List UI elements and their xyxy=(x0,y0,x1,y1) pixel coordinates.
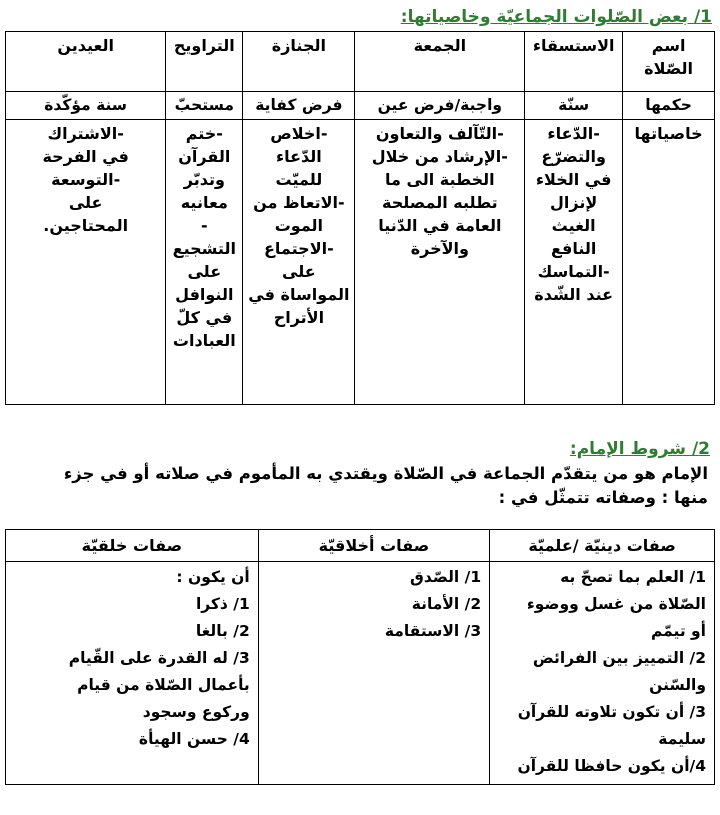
prayer-name-cell: الاستسقاء xyxy=(525,32,623,92)
trait-line: 2/ الأمانة xyxy=(411,595,482,613)
feature-line: -الاجتماع xyxy=(263,239,334,258)
features-cell xyxy=(6,120,166,405)
trait-line: أو تيمّم xyxy=(650,622,706,640)
section2-title-text: شروط الإمام: xyxy=(569,439,687,459)
feature-line: المحتاجين. xyxy=(43,216,129,235)
ruling-cell: مستحبّ xyxy=(166,92,243,120)
ruling-cell: سنّة xyxy=(525,92,623,120)
feature-line: للميّت xyxy=(275,170,323,189)
feature-line: الخطبة الى ما xyxy=(385,170,495,189)
trait-line: 3/ أن تكون تلاوته للقرآن xyxy=(517,703,706,721)
table-row xyxy=(6,120,715,405)
definition-line: الإمام هو من يتقدّم الجماعة في الصّلاة ويقتدي به المأموم في صلاته أو في جزء xyxy=(63,464,708,483)
feature-line: النوافل xyxy=(175,285,234,304)
ruling-cell: واجبة/فرض عين xyxy=(355,92,525,120)
feature-line: في كلّ xyxy=(176,308,233,327)
feature-line: -الاتعاظ من xyxy=(253,193,345,212)
feature-line: -الإرشاد من خلال xyxy=(371,147,508,166)
trait-line: 1/ الصّدق xyxy=(410,568,482,586)
feature-line: -ختم xyxy=(185,124,223,143)
feature-line: القرآن xyxy=(178,147,231,166)
table-row xyxy=(6,92,715,120)
features-cell xyxy=(525,120,623,405)
prayer-name-cell: التراويح xyxy=(166,32,243,92)
feature-line: النافع xyxy=(550,239,597,258)
feature-line: على xyxy=(187,262,222,281)
trait-line: 4/أن يكون حافظا للقرآن xyxy=(517,757,706,775)
row-header-ruling: حكمها xyxy=(623,92,715,120)
section2-number: 2/ xyxy=(691,439,710,459)
trait-line: 2/ بالغا xyxy=(195,622,250,640)
imam-definition xyxy=(8,462,708,510)
trait-line: سليمة xyxy=(658,730,706,748)
ruling-cell: سنة مؤكّدة xyxy=(6,92,166,120)
row-header-name xyxy=(623,32,715,92)
trait-line: 1/ العلم بما تصحّ به xyxy=(560,568,706,586)
physical-traits-cell xyxy=(6,562,259,785)
section2-title xyxy=(570,438,710,460)
feature-line: العامة في الدّنيا xyxy=(378,216,502,235)
feature-line: معانيه xyxy=(180,193,228,212)
feature-line: على xyxy=(282,262,316,281)
prayer-name-cell: العيدين xyxy=(6,32,166,92)
section1-number: 1/ xyxy=(693,7,712,27)
feature-line: -الاشتراك xyxy=(47,124,124,143)
row-header-name-line: اسم xyxy=(651,36,686,55)
features-cell xyxy=(243,120,355,405)
trait-line: 4/ حسن الهيأة xyxy=(138,730,250,748)
prayers-table xyxy=(5,31,715,405)
trait-line: أن يكون : xyxy=(176,568,250,586)
feature-line: وتدبّر xyxy=(183,170,225,189)
feature-line: تطلبه المصلحة xyxy=(381,193,498,212)
feature-line: العبادات xyxy=(172,331,236,350)
feature-line: التشجيع xyxy=(172,239,236,258)
feature-line: المواساة في xyxy=(248,285,350,304)
trait-line: الصّلاة من غسل ووضوء xyxy=(526,595,706,613)
table-row xyxy=(6,562,715,785)
trait-line: بأعمال الصّلاة من قيام xyxy=(77,676,250,694)
moral-traits-cell xyxy=(258,562,489,785)
trait-line: 1/ ذكرا xyxy=(195,595,250,613)
feature-line: الموت xyxy=(274,216,324,235)
feature-line: - xyxy=(200,216,208,235)
traits-header-moral: صفات أخلاقيّة xyxy=(258,530,489,562)
traits-header-physical: صفات خلقيّة xyxy=(6,530,259,562)
trait-line: 3/ له القدرة على القّيام xyxy=(68,649,250,667)
definition-line: منها : وصفاته تتمثّل في : xyxy=(498,488,708,507)
feature-line: -التّآلف والتعاون xyxy=(375,124,504,143)
religious-traits-cell xyxy=(490,562,715,785)
feature-line: على xyxy=(68,193,103,212)
trait-line: والسّنن xyxy=(649,676,706,694)
traits-header-religious: صفات دينيّة /علميّة xyxy=(490,530,715,562)
table-row xyxy=(6,530,715,562)
row-header-name-line: الصّلاة xyxy=(644,59,693,78)
section1-title-text: بعض الصّلوات الجماعيّة وخاصياتها: xyxy=(400,7,689,27)
feature-line: والآخرة xyxy=(410,239,469,258)
feature-line: لإنزال xyxy=(550,193,598,212)
trait-line: 3/ الاستقامة xyxy=(384,622,482,640)
feature-line: الدّعاء xyxy=(275,147,322,166)
feature-line: عند الشّدة xyxy=(534,285,614,304)
feature-line: والتضرّع xyxy=(541,147,606,166)
feature-line: -الدّعاء xyxy=(547,124,600,143)
prayer-name-cell: الجمعة xyxy=(355,32,525,92)
row-header-features: خاصياتها xyxy=(623,120,715,405)
trait-line: وركوع وسجود xyxy=(142,703,250,721)
trait-line: 2/ التمييز بين الفرائض xyxy=(532,649,706,667)
feature-line: -اخلاص xyxy=(270,124,328,143)
imam-traits-table xyxy=(5,529,715,785)
features-cell xyxy=(355,120,525,405)
feature-line: في الخلاء xyxy=(535,170,612,189)
prayer-name-cell: الجنازة xyxy=(243,32,355,92)
feature-line: -التماسك xyxy=(537,262,610,281)
feature-line: في الفرحة xyxy=(42,147,129,166)
features-cell xyxy=(166,120,243,405)
table-row xyxy=(6,32,715,92)
feature-line: الأتراح xyxy=(273,308,325,327)
section1-title xyxy=(401,6,712,28)
ruling-cell: فرض كفاية xyxy=(243,92,355,120)
feature-line: الغيث xyxy=(551,216,596,235)
feature-line: -التوسعة xyxy=(51,170,121,189)
